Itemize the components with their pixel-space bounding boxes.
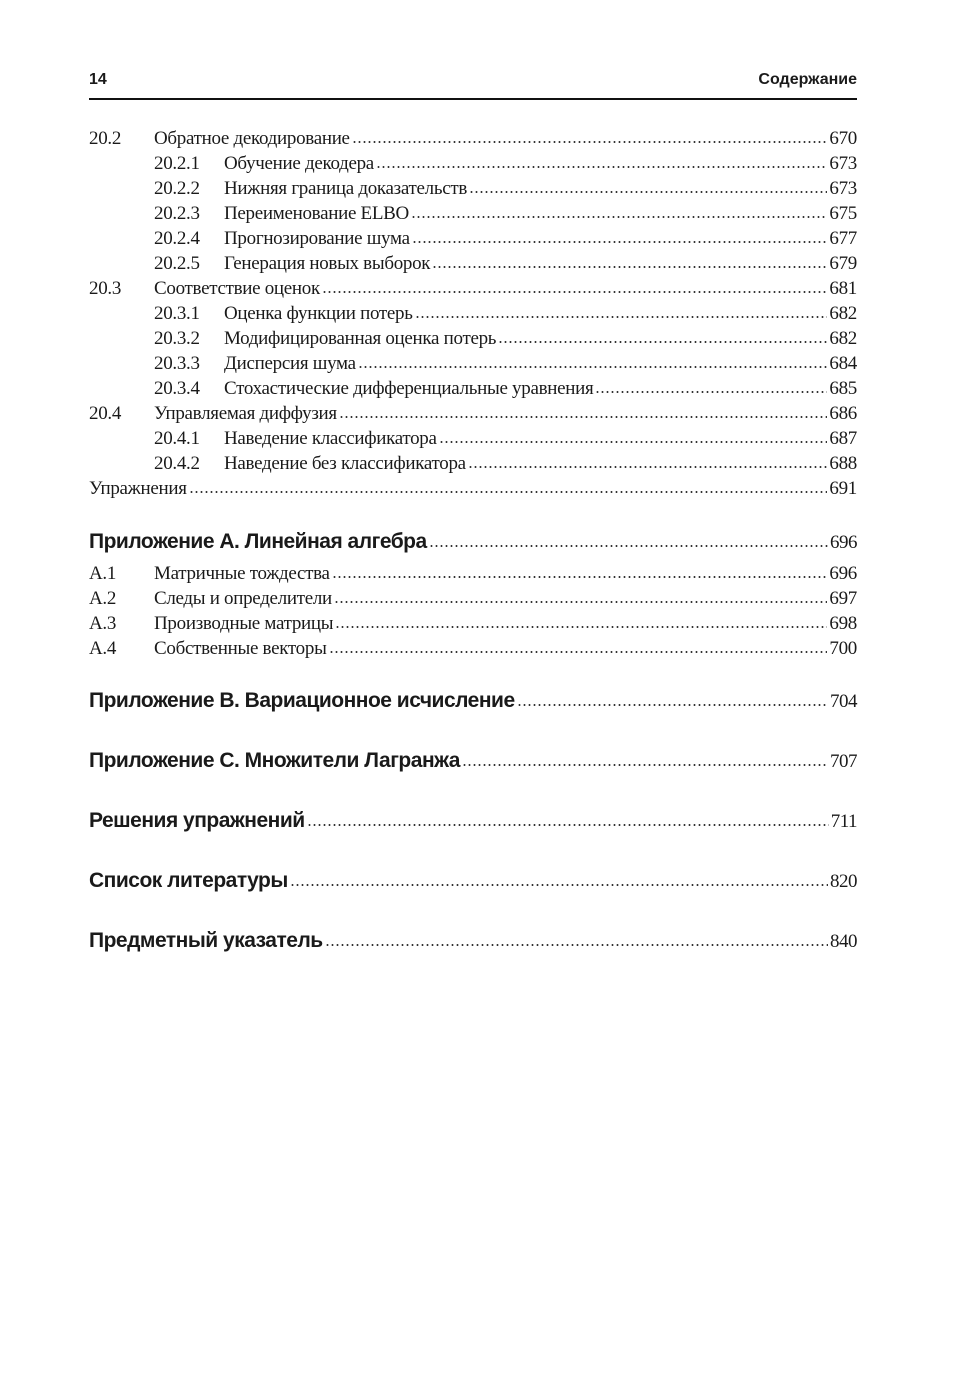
dot-leader — [307, 823, 829, 827]
entry-page: 673 — [829, 153, 857, 174]
entry-title: Генерация новых выборок — [224, 253, 431, 274]
toc-entry[interactable] — [89, 613, 857, 638]
entry-number: 20.3 — [89, 278, 122, 299]
entry-number: 20.2.5 — [154, 253, 200, 274]
entry-number: 20.4.2 — [154, 453, 200, 474]
dot-leader — [498, 340, 827, 344]
toc-chapter-heading[interactable] — [89, 929, 857, 959]
toc-entry[interactable] — [89, 128, 857, 153]
dot-leader — [439, 440, 828, 444]
toc-chapter-heading[interactable] — [89, 749, 857, 779]
entry-page: 696 — [829, 563, 857, 584]
chapter-page: 840 — [830, 931, 857, 952]
entry-title: Собственные векторы — [154, 638, 327, 659]
toc-entry[interactable] — [89, 453, 857, 478]
toc-entry[interactable] — [89, 328, 857, 353]
dot-leader — [517, 703, 828, 707]
toc-entry[interactable] — [89, 228, 857, 253]
entry-page: 687 — [829, 428, 857, 449]
toc-entry[interactable] — [89, 638, 857, 663]
entry-title: Нижняя граница доказательств — [224, 178, 468, 199]
chapter-title: Список литературы — [89, 869, 288, 892]
dot-leader — [322, 290, 827, 294]
toc-entry[interactable] — [89, 378, 857, 403]
entry-page: 686 — [829, 403, 857, 424]
entry-page: 677 — [829, 228, 857, 249]
toc-entry[interactable] — [89, 428, 857, 453]
entry-title: Прогнозирование шума — [224, 228, 410, 249]
entry-number: 20.3.3 — [154, 353, 200, 374]
dot-leader — [415, 315, 828, 319]
entry-title: Упражнения — [89, 478, 187, 499]
dot-leader — [462, 763, 828, 767]
running-title: Содержание — [758, 71, 857, 88]
toc-entry[interactable] — [89, 478, 857, 503]
entry-number: 20.2 — [89, 128, 122, 149]
page-number: 14 — [89, 71, 107, 88]
chapter-title: Решения упражнений — [89, 809, 305, 832]
chapter-page: 820 — [830, 871, 857, 892]
entry-number: 20.3.4 — [154, 378, 200, 399]
chapter-page: 711 — [830, 811, 857, 832]
entry-number: 20.3.1 — [154, 303, 200, 324]
entry-number: 20.3.2 — [154, 328, 200, 349]
toc-entry[interactable] — [89, 153, 857, 178]
chapter-title: Приложение A. Линейная алгебра — [89, 530, 427, 553]
toc-entry[interactable] — [89, 253, 857, 278]
entry-number: 20.2.1 — [154, 153, 200, 174]
chapter-title: Предметный указатель — [89, 929, 323, 952]
entry-title: Оценка функции потерь — [224, 303, 413, 324]
dot-leader — [189, 490, 828, 494]
entry-number: A.1 — [89, 563, 117, 584]
toc-entry[interactable] — [89, 203, 857, 228]
entry-number: 20.2.4 — [154, 228, 200, 249]
entry-page: 688 — [829, 453, 857, 474]
chapter-page: 696 — [830, 532, 857, 553]
toc-entry[interactable] — [89, 303, 857, 328]
entry-title: Наведение классификатора — [224, 428, 437, 449]
chapter-page: 704 — [830, 691, 857, 712]
dot-leader — [411, 215, 827, 219]
entry-title: Обратное декодирование — [154, 128, 350, 149]
dot-leader — [432, 265, 827, 269]
dot-leader — [358, 365, 828, 369]
entry-title: Управляемая диффузия — [154, 403, 337, 424]
entry-number: 20.4 — [89, 403, 122, 424]
entry-title: Производные матрицы — [154, 613, 334, 634]
entry-page: 670 — [829, 128, 857, 149]
table-of-contents — [89, 128, 857, 959]
entry-title: Соответствие оценок — [154, 278, 320, 299]
entry-page: 673 — [829, 178, 857, 199]
dot-leader — [332, 575, 828, 579]
entry-number: 20.2.3 — [154, 203, 200, 224]
entry-page: 681 — [829, 278, 857, 299]
entry-page: 682 — [829, 303, 857, 324]
toc-entry[interactable] — [89, 403, 857, 428]
dot-leader — [376, 165, 827, 169]
toc-entry[interactable] — [89, 353, 857, 378]
toc-entry[interactable] — [89, 178, 857, 203]
toc-entry[interactable] — [89, 563, 857, 588]
dot-leader — [339, 415, 828, 419]
entry-page: 697 — [829, 588, 857, 609]
dot-leader — [595, 390, 827, 394]
entry-page: 698 — [829, 613, 857, 634]
dot-leader — [329, 650, 828, 654]
dot-leader — [325, 943, 828, 947]
dot-leader — [429, 544, 828, 548]
chapter-title: Приложение B. Вариационное исчисление — [89, 689, 515, 712]
dot-leader — [352, 140, 828, 144]
toc-chapter-heading[interactable] — [89, 809, 857, 839]
toc-chapter-heading[interactable] — [89, 689, 857, 719]
dot-leader — [290, 883, 828, 887]
entry-page: 675 — [829, 203, 857, 224]
chapter-title: Приложение C. Множители Лагранжа — [89, 749, 460, 772]
entry-page: 700 — [829, 638, 857, 659]
dot-leader — [468, 465, 828, 469]
entry-title: Модифицированная оценка потерь — [224, 328, 497, 349]
dot-leader — [334, 600, 827, 604]
chapter-page: 707 — [830, 751, 857, 772]
entry-page: 685 — [829, 378, 857, 399]
entry-page: 682 — [829, 328, 857, 349]
entry-number: A.2 — [89, 588, 117, 609]
entry-title: Переименование ELBO — [224, 203, 409, 224]
dot-leader — [469, 190, 827, 194]
running-header — [89, 68, 857, 100]
entry-number: 20.4.1 — [154, 428, 200, 449]
entry-title: Стохастические дифференциальные уравнения — [224, 378, 594, 399]
entry-page: 684 — [829, 353, 857, 374]
toc-entry[interactable] — [89, 588, 857, 613]
entry-title: Обучение декодера — [224, 153, 374, 174]
entry-number: A.4 — [89, 638, 117, 659]
entry-title: Наведение без классификатора — [224, 453, 466, 474]
toc-entry[interactable] — [89, 278, 857, 303]
toc-chapter-heading[interactable] — [89, 869, 857, 899]
entry-title: Матричные тождества — [154, 563, 330, 584]
entry-title: Дисперсия шума — [224, 353, 356, 374]
entry-title: Следы и определители — [154, 588, 332, 609]
entry-page: 679 — [829, 253, 857, 274]
toc-chapter-heading[interactable] — [89, 530, 857, 560]
dot-leader — [412, 240, 828, 244]
entry-number: 20.2.2 — [154, 178, 200, 199]
entry-number: A.3 — [89, 613, 117, 634]
dot-leader — [335, 625, 827, 629]
entry-page: 691 — [829, 478, 857, 499]
